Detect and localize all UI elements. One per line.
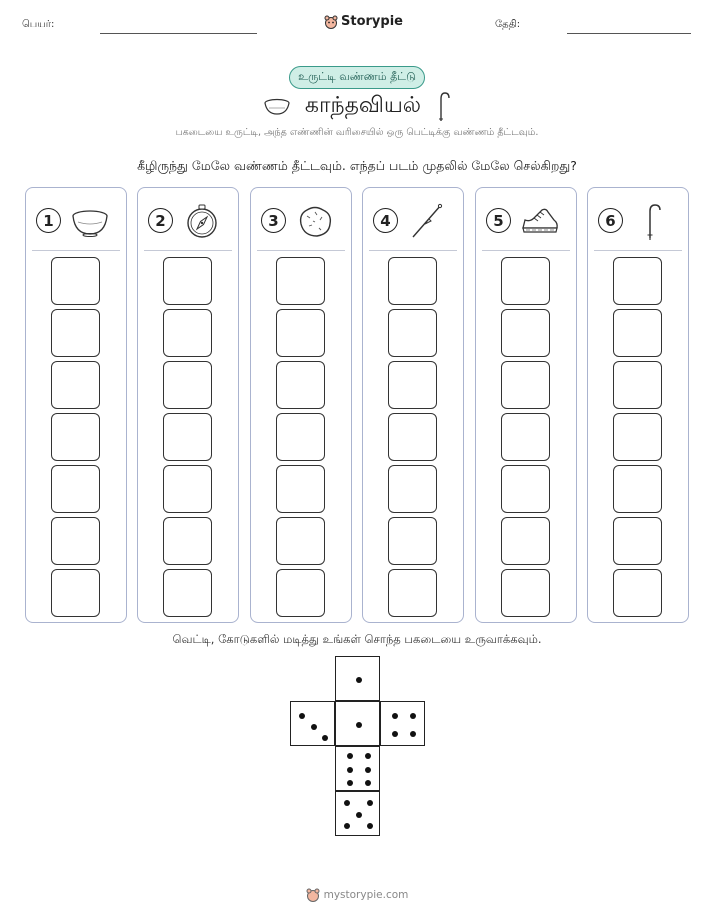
- column-2: [137, 187, 239, 623]
- color-box[interactable]: [388, 361, 437, 409]
- date-line[interactable]: [567, 33, 691, 34]
- name-line[interactable]: [100, 33, 257, 34]
- column-divider: [257, 250, 345, 251]
- color-box[interactable]: [613, 569, 662, 617]
- die-pip: [356, 677, 362, 683]
- column-number: 6: [598, 208, 623, 233]
- subtitle: பகடையை உருட்டி, அந்த எண்ணின் வரிசையில் ஒரு பெட்டிக்கு வண்ணம் தீட்டவும்.: [175, 127, 539, 138]
- color-box[interactable]: [388, 517, 437, 565]
- color-box[interactable]: [388, 465, 437, 513]
- color-box[interactable]: [501, 569, 550, 617]
- die-pip: [365, 753, 371, 759]
- color-box[interactable]: [163, 257, 212, 305]
- page-title: காந்தவியல்: [304, 93, 422, 118]
- column-6: [587, 187, 689, 623]
- color-box[interactable]: [613, 309, 662, 357]
- color-box[interactable]: [51, 517, 100, 565]
- column-1: [25, 187, 127, 623]
- column-5: [475, 187, 577, 623]
- die-pip: [347, 767, 353, 773]
- color-box[interactable]: [276, 413, 325, 461]
- storypie-mascot-icon: [306, 888, 320, 902]
- rock-icon: [295, 202, 335, 240]
- color-box[interactable]: [501, 413, 550, 461]
- cane-icon: [632, 202, 672, 240]
- storypie-mascot-icon: [324, 15, 338, 29]
- brand-name: Storypie: [341, 14, 403, 29]
- color-box[interactable]: [388, 413, 437, 461]
- color-box[interactable]: [613, 361, 662, 409]
- color-box[interactable]: [388, 309, 437, 357]
- instruction: கீழிருந்து மேலே வண்ணம் தீட்டவும். எந்தப் படம் முதலில் மேலே செல்கிறது?: [137, 158, 577, 173]
- name-label: பெயர்:: [22, 19, 55, 30]
- color-box[interactable]: [613, 257, 662, 305]
- color-box[interactable]: [276, 257, 325, 305]
- color-box[interactable]: [501, 309, 550, 357]
- column-header: [476, 188, 576, 250]
- die-face-1: [335, 701, 380, 746]
- die-pip: [365, 767, 371, 773]
- column-divider: [594, 250, 682, 251]
- needle-icon: [407, 202, 447, 240]
- column-header: [138, 188, 238, 250]
- color-box[interactable]: [613, 413, 662, 461]
- bowl-icon: [263, 97, 291, 117]
- color-box[interactable]: [501, 465, 550, 513]
- shoe-icon: [520, 202, 560, 240]
- die-face-1: [335, 656, 380, 701]
- die-face-5: [335, 791, 380, 836]
- die-face-3: [290, 701, 335, 746]
- color-box[interactable]: [51, 465, 100, 513]
- footer-url[interactable]: mystorypie.com: [323, 889, 409, 901]
- die-pip: [392, 731, 398, 737]
- color-box[interactable]: [276, 569, 325, 617]
- color-box[interactable]: [613, 465, 662, 513]
- die-pip: [344, 800, 350, 806]
- die-pip: [347, 753, 353, 759]
- color-box[interactable]: [501, 517, 550, 565]
- die-pip: [344, 823, 350, 829]
- column-4: [362, 187, 464, 623]
- column-number: 1: [36, 208, 61, 233]
- color-box[interactable]: [276, 517, 325, 565]
- column-header: [363, 188, 463, 250]
- color-box[interactable]: [163, 413, 212, 461]
- column-header: [251, 188, 351, 250]
- die-pip: [356, 812, 362, 818]
- die-pip: [299, 713, 305, 719]
- column-number: 2: [148, 208, 173, 233]
- color-box[interactable]: [51, 257, 100, 305]
- activity-tag: உருட்டி வண்ணம் தீட்டு: [289, 66, 425, 89]
- column-divider: [369, 250, 457, 251]
- color-box[interactable]: [51, 361, 100, 409]
- die-pip: [347, 780, 353, 786]
- column-3: [250, 187, 352, 623]
- brand-logo: [324, 14, 403, 29]
- column-number: 5: [486, 208, 511, 233]
- color-box[interactable]: [388, 569, 437, 617]
- color-box[interactable]: [276, 465, 325, 513]
- column-divider: [144, 250, 232, 251]
- column-number: 4: [373, 208, 398, 233]
- color-box[interactable]: [388, 257, 437, 305]
- color-box[interactable]: [276, 361, 325, 409]
- die-pip: [356, 722, 362, 728]
- color-box[interactable]: [501, 361, 550, 409]
- column-number: 3: [261, 208, 286, 233]
- color-box[interactable]: [163, 309, 212, 357]
- die-pip: [392, 713, 398, 719]
- color-box[interactable]: [276, 309, 325, 357]
- column-header: [588, 188, 688, 250]
- footer: [0, 888, 714, 902]
- cane-icon: [435, 91, 451, 123]
- color-box[interactable]: [163, 517, 212, 565]
- color-box[interactable]: [613, 517, 662, 565]
- color-box[interactable]: [51, 309, 100, 357]
- date-label: தேதி:: [495, 19, 521, 30]
- column-header: [26, 188, 126, 250]
- color-box[interactable]: [163, 569, 212, 617]
- die-pip: [367, 823, 373, 829]
- die-pip: [410, 713, 416, 719]
- color-box[interactable]: [501, 257, 550, 305]
- compass-icon: [182, 202, 222, 240]
- bowl-icon: [70, 202, 110, 240]
- die-pip: [367, 800, 373, 806]
- column-divider: [482, 250, 570, 251]
- die-face-4: [380, 701, 425, 746]
- die-pip: [410, 731, 416, 737]
- color-box[interactable]: [163, 465, 212, 513]
- title-row: [0, 92, 714, 122]
- color-box[interactable]: [51, 569, 100, 617]
- die-pip: [322, 735, 328, 741]
- cut-instruction: வெட்டி, கோடுகளில் மடித்து உங்கள் சொந்த பகடையை உருவாக்கவும்.: [172, 632, 542, 646]
- die-pip: [365, 780, 371, 786]
- color-box[interactable]: [163, 361, 212, 409]
- column-divider: [32, 250, 120, 251]
- die-face-6: [335, 746, 380, 791]
- die-pip: [311, 724, 317, 730]
- color-box[interactable]: [51, 413, 100, 461]
